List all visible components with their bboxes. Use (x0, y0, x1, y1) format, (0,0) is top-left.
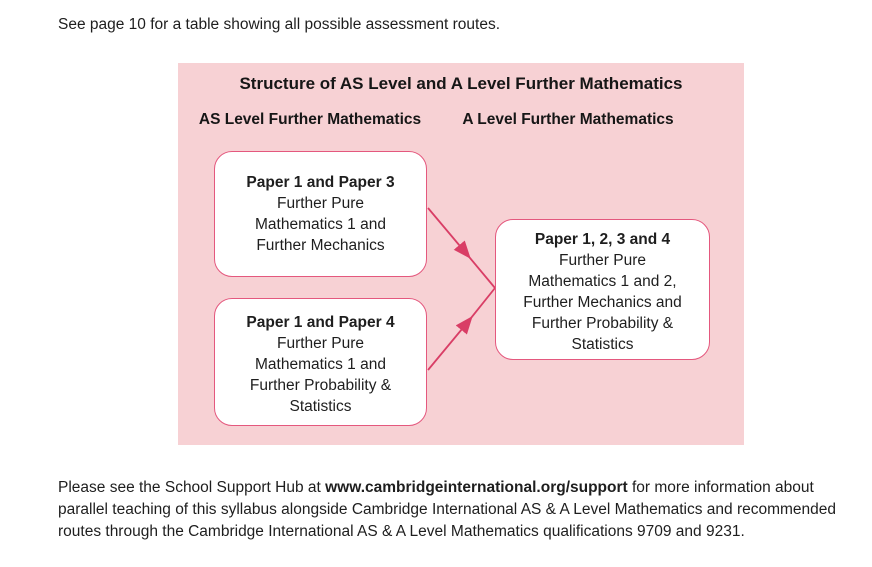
structure-diagram-panel (178, 63, 744, 445)
as-route-1-line: Further Pure (276, 195, 364, 212)
a-level-route-line: Further Mechanics and (523, 294, 682, 311)
a-level-route-line: Further Probability & (531, 315, 674, 332)
support-hub-paragraph (58, 477, 858, 543)
support-hub-line-1 (58, 477, 858, 499)
as-route-2-heading: Paper 1 and Paper 4 (246, 314, 395, 331)
as-route-2-box (214, 298, 427, 426)
arrow-route2-to-alevel (428, 288, 495, 370)
diagram-title: Structure of AS Level and A Level Further Mathematics (239, 74, 683, 93)
support-hub-url[interactable]: www.cambridgeinternational.org/support (325, 479, 628, 496)
as-route-1-line: Mathematics 1 and (255, 216, 386, 233)
a-level-route-box (495, 219, 710, 360)
as-route-2-line: Further Pure (276, 335, 364, 352)
support-hub-line-3: routes through the Cambridge International AS & A Level Mathematics qualifications 9709 and 9231. (58, 523, 745, 540)
as-route-1-line: Further Mechanics (256, 237, 385, 254)
as-route-1-box (214, 151, 427, 277)
column-header-a-level: A Level Further Mathematics (462, 111, 674, 128)
a-level-route-line: Statistics (571, 336, 634, 353)
a-level-route-line: Further Pure (558, 252, 646, 269)
column-header-as-level: AS Level Further Mathematics (198, 111, 422, 128)
as-route-2-line: Further Probability & (249, 377, 392, 394)
as-route-2-line: Mathematics 1 and (255, 356, 386, 373)
as-route-2-line: Statistics (289, 398, 352, 415)
a-level-route-line: Mathematics 1 and 2, (528, 273, 677, 290)
support-hub-text: for more information about (627, 479, 814, 496)
arrow-route1-to-alevel (428, 208, 495, 288)
assessment-routes-note: See page 10 for a table showing all possible assessment routes. (58, 16, 501, 33)
as-route-1-heading: Paper 1 and Paper 3 (246, 174, 395, 191)
support-hub-text: Please see the School Support Hub at (58, 479, 326, 496)
support-hub-line-2: parallel teaching of this syllabus alongside Cambridge International AS & A Level Mathematics and recommended (58, 501, 837, 518)
a-level-route-heading: Paper 1, 2, 3 and 4 (534, 231, 671, 248)
